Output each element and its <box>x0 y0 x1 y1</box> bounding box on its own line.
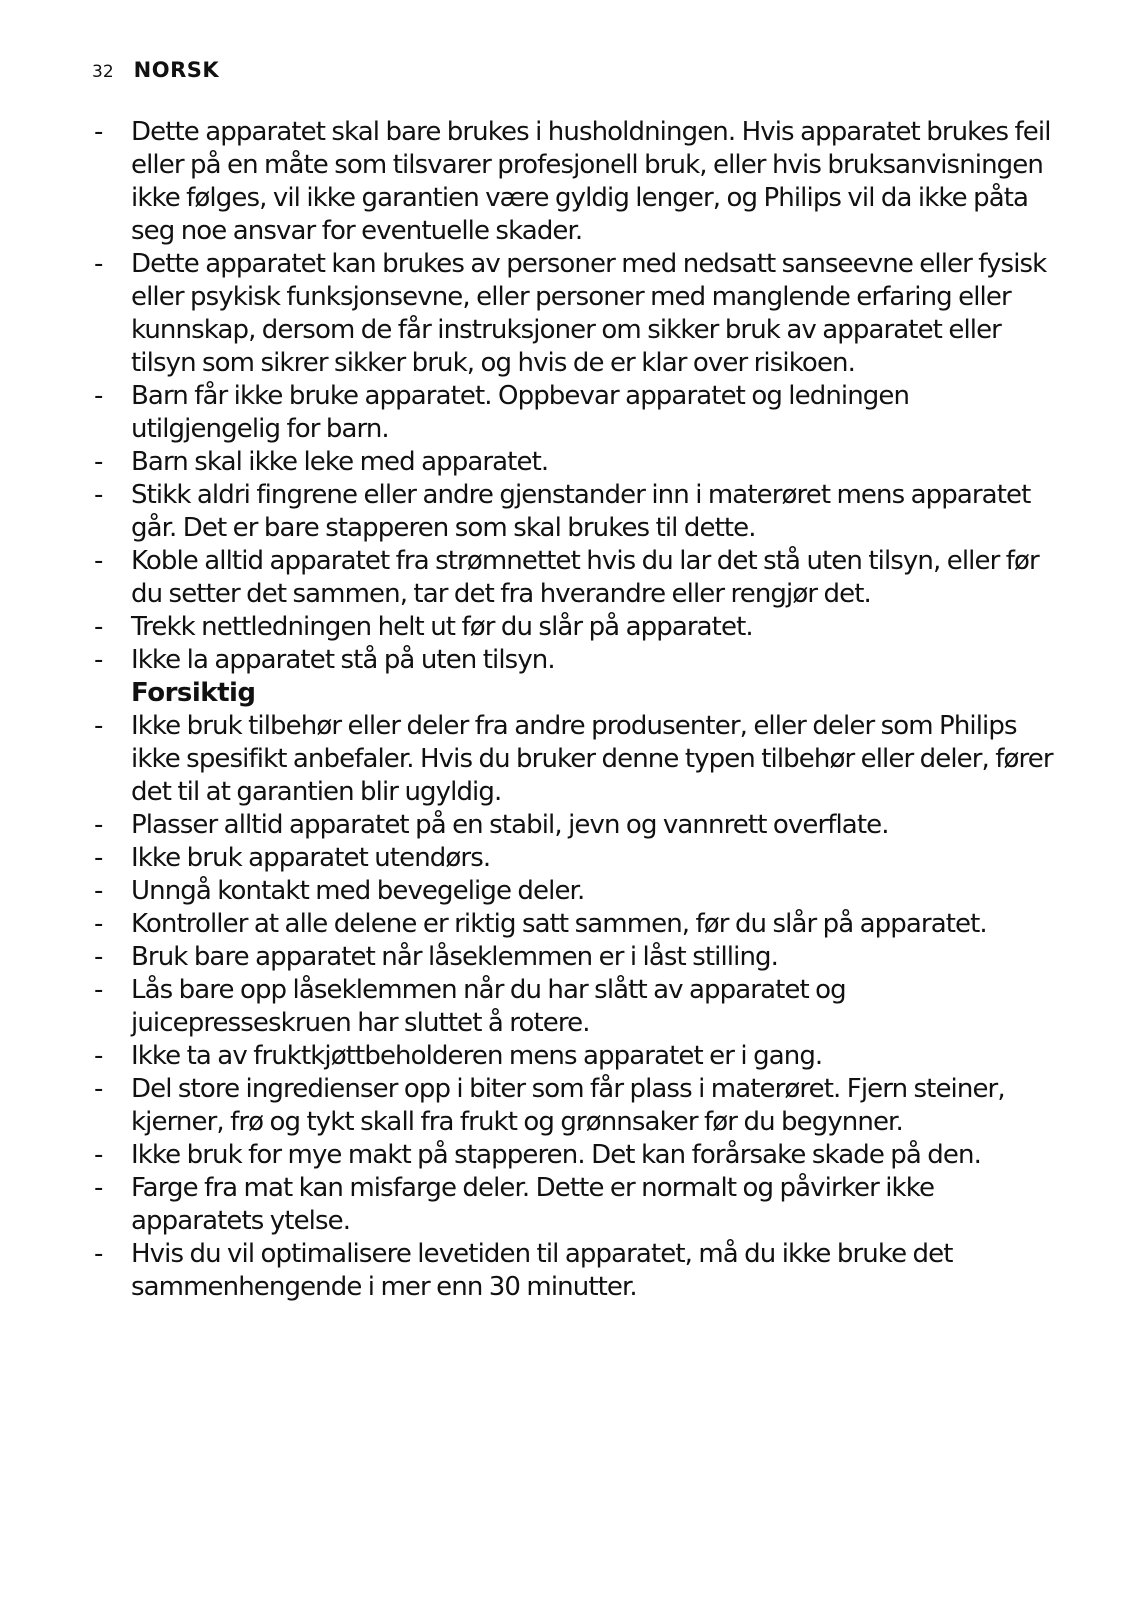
page-header <box>92 58 219 82</box>
page-number: 32 <box>92 62 114 82</box>
caution-list <box>94 710 1054 1304</box>
list-item: - Trekk nettledningen helt ut før du slår på apparatet. <box>94 611 1054 644</box>
list-item: - Kontroller at alle delene er riktig satt sammen, før du slår på apparatet. <box>94 908 1054 941</box>
list-item: - Ikke bruk apparatet utendørs. <box>94 842 1054 875</box>
list-item: - Stikk aldri fingrene eller andre gjenstander inn i materøret mens apparatet går. Det er bare stapperen som skal brukes til dette. <box>94 479 1054 545</box>
list-item: - Dette apparatet kan brukes av personer med nedsatt sanseevne eller fysisk eller psykisk funksjonsevne, eller personer med manglende erfaring eller kunnskap, dersom de får instruksjoner om sikker bruk av apparatet eller tilsyn som sikrer sikker bruk, og hvis de er klar over risikoen. <box>94 248 1054 380</box>
list-item: - Koble alltid apparatet fra strømnettet hvis du lar det stå uten tilsyn, eller før du setter det sammen, tar det fra hverandre eller rengjør det. <box>94 545 1054 611</box>
section-name: NORSK <box>133 58 220 82</box>
warnings-list <box>94 116 1054 677</box>
list-item: - Bruk bare apparatet når låseklemmen er i låst stilling. <box>94 941 1054 974</box>
list-item: - Barn får ikke bruke apparatet. Oppbevar apparatet og ledningen utilgjengelig for barn. <box>94 380 1054 446</box>
list-item: - Ikke ta av fruktkjøttbeholderen mens apparatet er i gang. <box>94 1040 1054 1073</box>
list-item: - Hvis du vil optimalisere levetiden til apparatet, må du ikke bruke det sammenhengende i mer enn 30 minutter. <box>94 1238 1054 1304</box>
list-item: - Barn skal ikke leke med apparatet. <box>94 446 1054 479</box>
list-item: - Dette apparatet skal bare brukes i husholdningen. Hvis apparatet brukes feil eller på en måte som tilsvarer profesjonell bruk, eller hvis bruksanvisningen ikke følges, vil ikke garantien være gyldig lenger, og Philips vil da ikke påta seg noe ansvar for eventuelle skader. <box>94 116 1054 248</box>
list-item: - Ikke bruk for mye makt på stapperen. Det kan forårsake skade på den. <box>94 1139 1054 1172</box>
list-item: - Lås bare opp låseklemmen når du har slått av apparatet og juicepresseskruen har sluttet å rotere. <box>94 974 1054 1040</box>
list-item: - Ikke la apparatet stå på uten tilsyn. <box>94 644 1054 677</box>
caution-heading: Forsiktig <box>131 678 256 708</box>
list-item: - Plasser alltid apparatet på en stabil, jevn og vannrett overflate. <box>94 809 1054 842</box>
list-item: - Farge fra mat kan misfarge deler. Dette er normalt og påvirker ikke apparatets ytelse. <box>94 1172 1054 1238</box>
list-item: - Unngå kontakt med bevegelige deler. <box>94 875 1054 908</box>
page-content <box>94 116 1054 1304</box>
list-item: - Ikke bruk tilbehør eller deler fra andre produsenter, eller deler som Philips ikke spesifikt anbefaler. Hvis du bruker denne typen tilbehør eller deler, fører det til at garantien blir ugyldig. <box>94 710 1054 809</box>
list-item: - Del store ingredienser opp i biter som får plass i materøret. Fjern steiner, kjerner, frø og tykt skall fra frukt og grønnsaker før du begynner. <box>94 1073 1054 1139</box>
